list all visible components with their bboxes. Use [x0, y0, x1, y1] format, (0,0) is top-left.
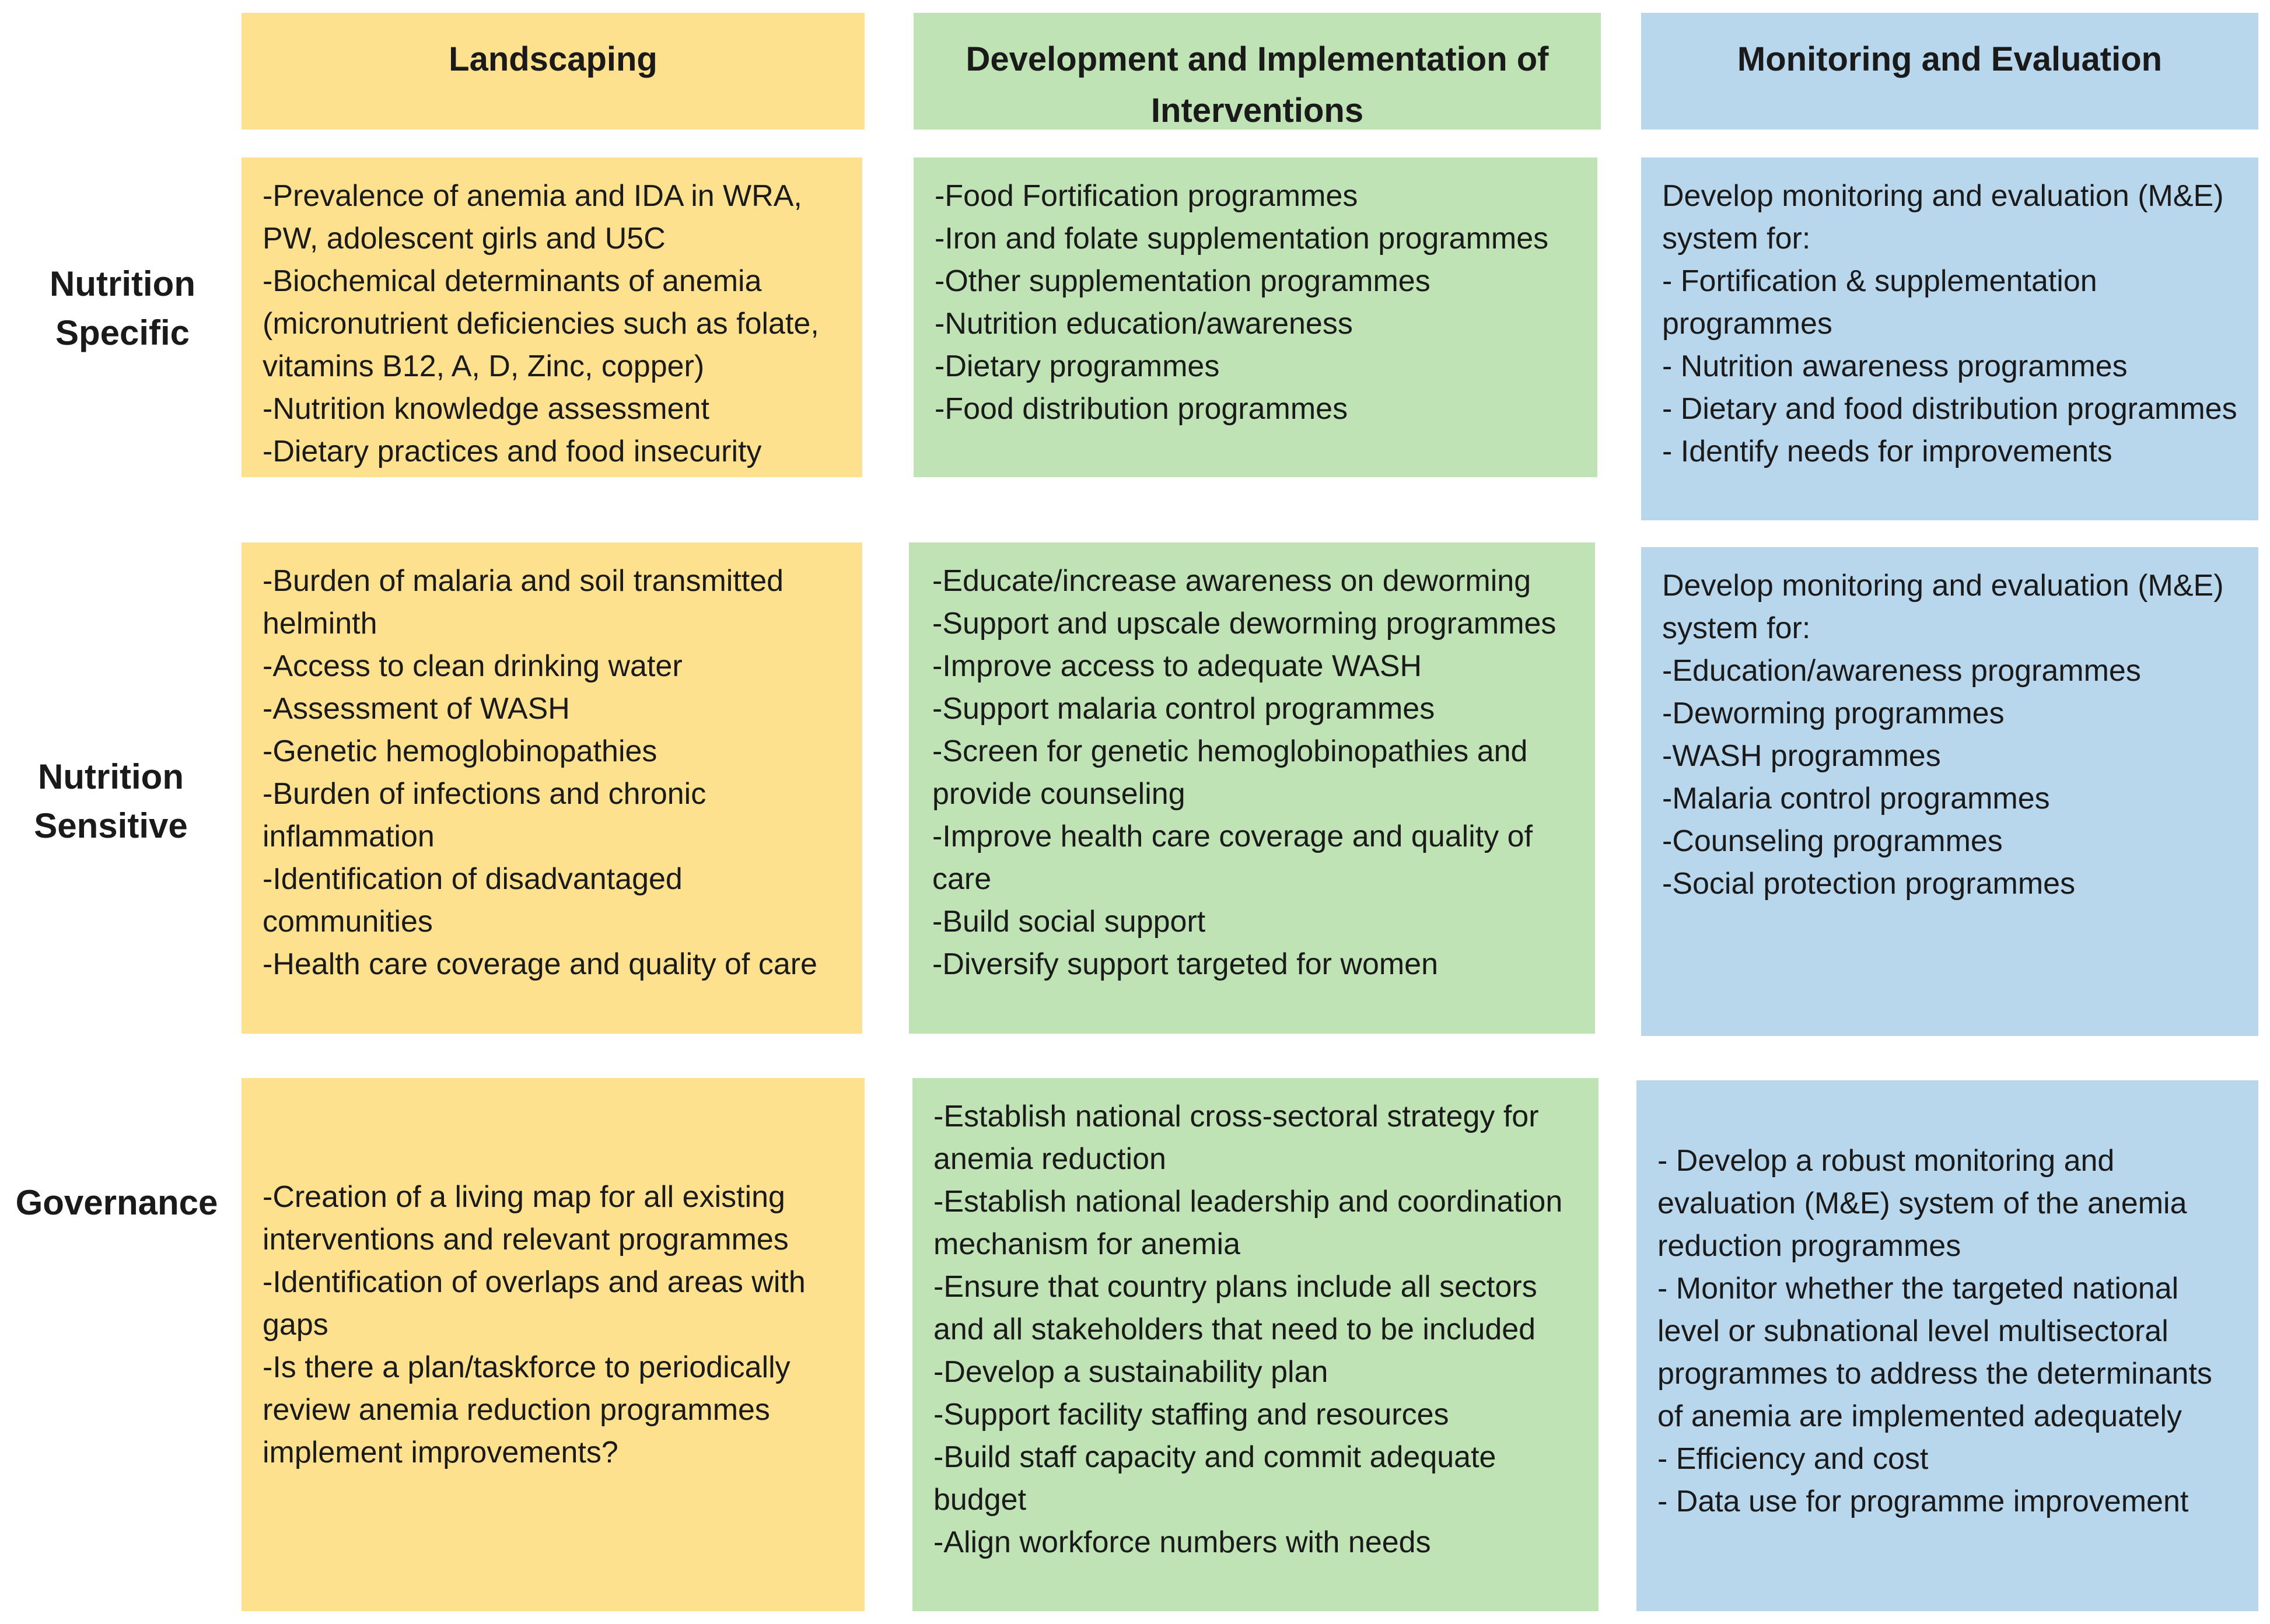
list-item: - Fortification & supplementation programmes	[1662, 264, 2097, 341]
list-item: -Establish national cross-sectoral strategy for anemia reduction	[933, 1100, 1539, 1176]
cell-governance-monitoring	[1636, 1080, 2258, 1611]
row-label-line: Nutrition	[38, 757, 184, 796]
row-label-line: Specific	[55, 313, 190, 352]
list-item: -Build social support	[932, 905, 1206, 939]
list-item: -Align workforce numbers with needs	[933, 1525, 1431, 1559]
list-item: -Develop a sustainability plan	[933, 1355, 1328, 1389]
list-item: Develop monitoring and evaluation (M&E) system for:	[1662, 569, 2224, 645]
header-development	[914, 13, 1601, 130]
list-item: - Identify needs for improvements	[1662, 435, 2112, 468]
header-monitoring-text: Monitoring and Evaluation	[1737, 40, 2163, 78]
list-item: -Health care coverage and quality of care	[263, 947, 817, 981]
list-item: -Burden of malaria and soil transmitted helminth	[263, 564, 784, 640]
list-item: - Nutrition awareness programmes	[1662, 349, 2128, 383]
list-item: -Improve access to adequate WASH	[932, 649, 1422, 683]
list-item: -Dietary programmes	[935, 349, 1220, 383]
list-item: - Monitor whether the targeted national level or subnational level multisectoral programmes to address the determinants of anemia are implemented adequately	[1657, 1272, 2212, 1433]
list-item: -Identification of overlaps and areas with gaps	[263, 1265, 806, 1342]
list-item: -Social protection programmes	[1662, 867, 2076, 901]
list-item: -Education/awareness programmes	[1662, 654, 2141, 688]
list-item: - Data use for programme improvement	[1657, 1485, 2189, 1518]
list-item: -Biochemical determinants of anemia (micronutrient deficiencies such as folate, vitamins B12, A, D, Zinc, copper)	[263, 264, 819, 383]
cell-governance-landscaping	[242, 1078, 865, 1611]
header-development-line-1: Development and Implementation of	[966, 40, 1549, 78]
list-item: -Access to clean drinking water	[263, 649, 683, 683]
list-item: -Ensure that country plans include all sectors and all stakeholders that need to be included	[933, 1270, 1537, 1346]
cell-sensitive-monitoring	[1641, 547, 2258, 1036]
list-item: -Improve health care coverage and quality of care	[932, 820, 1533, 896]
list-item: -Support facility staffing and resources	[933, 1398, 1449, 1432]
row-label-nutrition-sensitive	[12, 752, 210, 850]
list-item: -Malaria control programmes	[1662, 782, 2050, 816]
row-label-line: Governance	[15, 1183, 218, 1222]
list-item: Develop monitoring and evaluation (M&E) system for:	[1662, 179, 2224, 256]
row-label-governance	[6, 1178, 228, 1227]
list-item: -Genetic hemoglobinopathies	[263, 734, 657, 768]
list-item: - Develop a robust monitoring and evaluation (M&E) system of the anemia reduction programmes	[1657, 1144, 2187, 1263]
list-item: -Nutrition knowledge assessment	[263, 392, 709, 426]
header-development-line-2: Interventions	[1150, 92, 1364, 130]
list-item: -Prevalence of anemia and IDA in WRA, PW, adolescent girls and U5C	[263, 179, 802, 256]
list-item: -Counseling programmes	[1662, 824, 2003, 858]
list-item: -Diversify support targeted for women	[932, 947, 1439, 981]
list-item: -Is there a plan/taskforce to periodically review anemia reduction programmes implement improvements?	[263, 1350, 791, 1469]
cell-specific-development	[914, 158, 1597, 477]
list-item: -Screen for genetic hemoglobinopathies and provide counseling	[932, 734, 1528, 811]
list-item: - Dietary and food distribution programmes	[1662, 392, 2237, 426]
list-item: -WASH programmes	[1662, 739, 1941, 773]
list-item: -Identification of disadvantaged communities	[263, 862, 683, 939]
list-item: -Food distribution programmes	[935, 392, 1348, 426]
row-label-line: Sensitive	[34, 806, 188, 845]
row-label-nutrition-specific	[23, 260, 222, 358]
list-item: -Creation of a living map for all existing interventions and relevant programmes	[263, 1180, 789, 1256]
list-item: - Efficiency and cost	[1657, 1442, 1929, 1476]
cell-governance-development	[912, 1078, 1599, 1611]
list-item: -Educate/increase awareness on deworming	[932, 564, 1531, 598]
cell-specific-monitoring	[1641, 158, 2258, 520]
list-item: -Other supplementation programmes	[935, 264, 1430, 298]
row-label-line: Nutrition	[50, 264, 195, 303]
cell-sensitive-landscaping	[242, 542, 862, 1034]
header-landscaping	[242, 13, 865, 130]
list-item: -Nutrition education/awareness	[935, 307, 1353, 341]
list-item: -Establish national leadership and coordination mechanism for anemia	[933, 1185, 1563, 1261]
list-item: -Food Fortification programmes	[935, 179, 1358, 213]
list-item: -Deworming programmes	[1662, 696, 2005, 730]
list-item: -Dietary practices and food insecurity	[263, 435, 762, 468]
header-monitoring	[1641, 13, 2258, 130]
list-item: -Support malaria control programmes	[932, 692, 1435, 726]
header-landscaping-text: Landscaping	[449, 40, 657, 78]
list-item: -Build staff capacity and commit adequate budget	[933, 1440, 1496, 1517]
cell-specific-landscaping	[242, 158, 862, 477]
list-item: -Iron and folate supplementation programmes	[935, 222, 1549, 256]
list-item: -Burden of infections and chronic inflammation	[263, 777, 706, 853]
list-item: -Assessment of WASH	[263, 692, 570, 726]
cell-sensitive-development	[909, 542, 1595, 1034]
list-item: -Support and upscale deworming programmes	[932, 607, 1557, 640]
